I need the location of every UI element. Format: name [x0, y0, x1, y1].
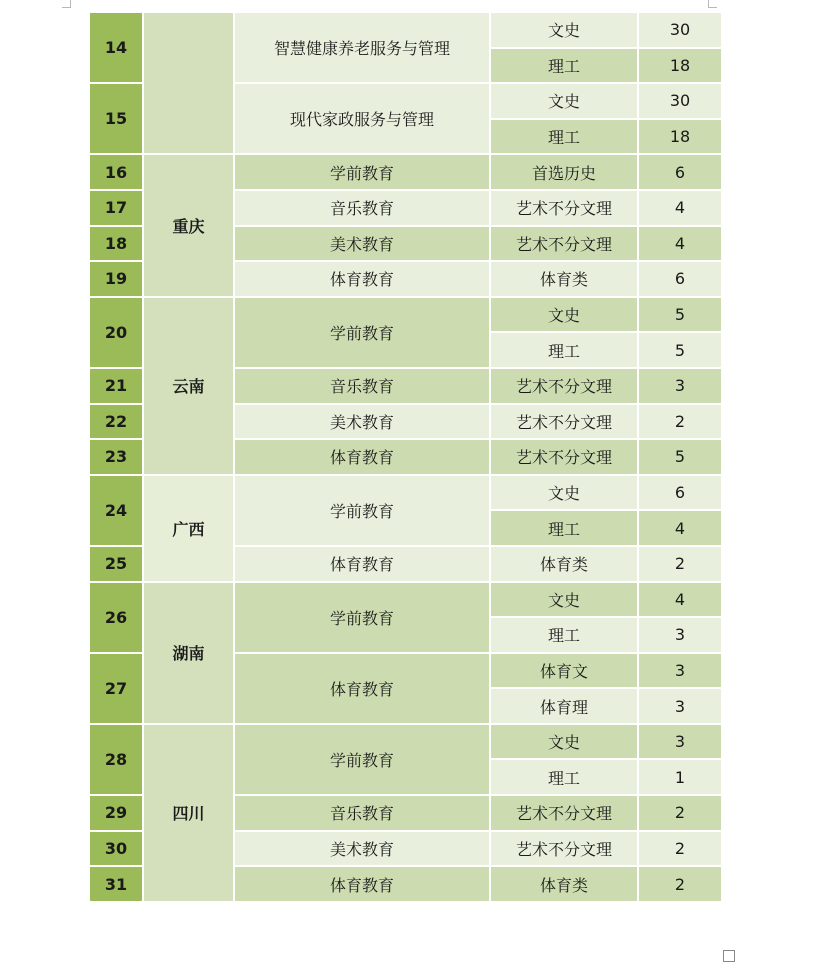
- row-number-cell: 16: [89, 154, 143, 190]
- count-cell: 4: [638, 190, 722, 226]
- table-row: [89, 475, 722, 511]
- major-cell: 美术教育: [234, 404, 490, 440]
- subject-cell: 体育类: [490, 866, 638, 902]
- count-cell: 2: [638, 404, 722, 440]
- major-cell: 学前教育: [234, 582, 490, 653]
- row-number-cell: 31: [89, 866, 143, 902]
- table-row: [89, 154, 722, 190]
- subject-cell: 文史: [490, 724, 638, 760]
- subject-cell: 文史: [490, 83, 638, 119]
- table-end-marker: [723, 950, 735, 962]
- major-cell: 体育教育: [234, 653, 490, 724]
- count-cell: 1: [638, 759, 722, 795]
- table-row: [89, 724, 722, 760]
- subject-cell: 文史: [490, 475, 638, 511]
- province-cell: 重庆: [143, 154, 234, 296]
- count-cell: 30: [638, 12, 722, 48]
- row-number-cell: 18: [89, 226, 143, 262]
- count-cell: 3: [638, 688, 722, 724]
- subject-cell: 艺术不分文理: [490, 404, 638, 440]
- count-cell: 4: [638, 226, 722, 262]
- major-cell: 音乐教育: [234, 190, 490, 226]
- subject-cell: 理工: [490, 332, 638, 368]
- count-cell: 4: [638, 510, 722, 546]
- count-cell: 5: [638, 332, 722, 368]
- major-cell: 体育教育: [234, 261, 490, 297]
- province-cell: 湖南: [143, 582, 234, 724]
- table-row: [89, 582, 722, 618]
- row-number-cell: 26: [89, 582, 143, 653]
- major-cell: 音乐教育: [234, 795, 490, 831]
- row-number-cell: 30: [89, 831, 143, 867]
- count-cell: 3: [638, 724, 722, 760]
- count-cell: 6: [638, 154, 722, 190]
- subject-cell: 体育类: [490, 546, 638, 582]
- major-cell: 美术教育: [234, 226, 490, 262]
- row-number-cell: 19: [89, 261, 143, 297]
- count-cell: 2: [638, 831, 722, 867]
- subject-cell: 艺术不分文理: [490, 831, 638, 867]
- subject-cell: 文史: [490, 297, 638, 333]
- subject-cell: 文史: [490, 582, 638, 618]
- count-cell: 5: [638, 439, 722, 475]
- count-cell: 6: [638, 261, 722, 297]
- province-cell: 云南: [143, 297, 234, 475]
- major-cell: 美术教育: [234, 831, 490, 867]
- count-cell: 6: [638, 475, 722, 511]
- count-cell: 30: [638, 83, 722, 119]
- row-number-cell: 25: [89, 546, 143, 582]
- subject-cell: 理工: [490, 759, 638, 795]
- major-cell: 音乐教育: [234, 368, 490, 404]
- major-cell: 学前教育: [234, 154, 490, 190]
- subject-cell: 艺术不分文理: [490, 439, 638, 475]
- province-cell: 四川: [143, 724, 234, 902]
- major-cell: 现代家政服务与管理: [234, 83, 490, 154]
- major-cell: 学前教育: [234, 475, 490, 546]
- count-cell: 2: [638, 546, 722, 582]
- page-corner-mark-left-h: [62, 7, 71, 8]
- row-number-cell: 27: [89, 653, 143, 724]
- subject-cell: 艺术不分文理: [490, 368, 638, 404]
- count-cell: 3: [638, 653, 722, 689]
- province-cell: 广西: [143, 475, 234, 582]
- subject-cell: 理工: [490, 617, 638, 653]
- row-number-cell: 21: [89, 368, 143, 404]
- subject-cell: 艺术不分文理: [490, 226, 638, 262]
- row-number-cell: 23: [89, 439, 143, 475]
- row-number-cell: 14: [89, 12, 143, 83]
- table-row: [89, 12, 722, 48]
- count-cell: 18: [638, 119, 722, 155]
- row-number-cell: 15: [89, 83, 143, 154]
- count-cell: 2: [638, 866, 722, 902]
- enrollment-table: [88, 11, 723, 903]
- count-cell: 3: [638, 368, 722, 404]
- row-number-cell: 22: [89, 404, 143, 440]
- major-cell: 学前教育: [234, 724, 490, 795]
- page-corner-mark-right-h: [708, 7, 717, 8]
- row-number-cell: 24: [89, 475, 143, 546]
- subject-cell: 理工: [490, 510, 638, 546]
- major-cell: 智慧健康养老服务与管理: [234, 12, 490, 83]
- subject-cell: 艺术不分文理: [490, 190, 638, 226]
- subject-cell: 首选历史: [490, 154, 638, 190]
- subject-cell: 文史: [490, 12, 638, 48]
- subject-cell: 理工: [490, 48, 638, 84]
- major-cell: 体育教育: [234, 439, 490, 475]
- table-row: [89, 297, 722, 333]
- row-number-cell: 20: [89, 297, 143, 368]
- count-cell: 18: [638, 48, 722, 84]
- row-number-cell: 29: [89, 795, 143, 831]
- major-cell: 体育教育: [234, 546, 490, 582]
- province-cell-empty: [143, 12, 234, 154]
- count-cell: 4: [638, 582, 722, 618]
- major-cell: 体育教育: [234, 866, 490, 902]
- subject-cell: 体育文: [490, 653, 638, 689]
- count-cell: 2: [638, 795, 722, 831]
- subject-cell: 理工: [490, 119, 638, 155]
- subject-cell: 体育类: [490, 261, 638, 297]
- subject-cell: 艺术不分文理: [490, 795, 638, 831]
- major-cell: 学前教育: [234, 297, 490, 368]
- subject-cell: 体育理: [490, 688, 638, 724]
- count-cell: 3: [638, 617, 722, 653]
- count-cell: 5: [638, 297, 722, 333]
- row-number-cell: 28: [89, 724, 143, 795]
- row-number-cell: 17: [89, 190, 143, 226]
